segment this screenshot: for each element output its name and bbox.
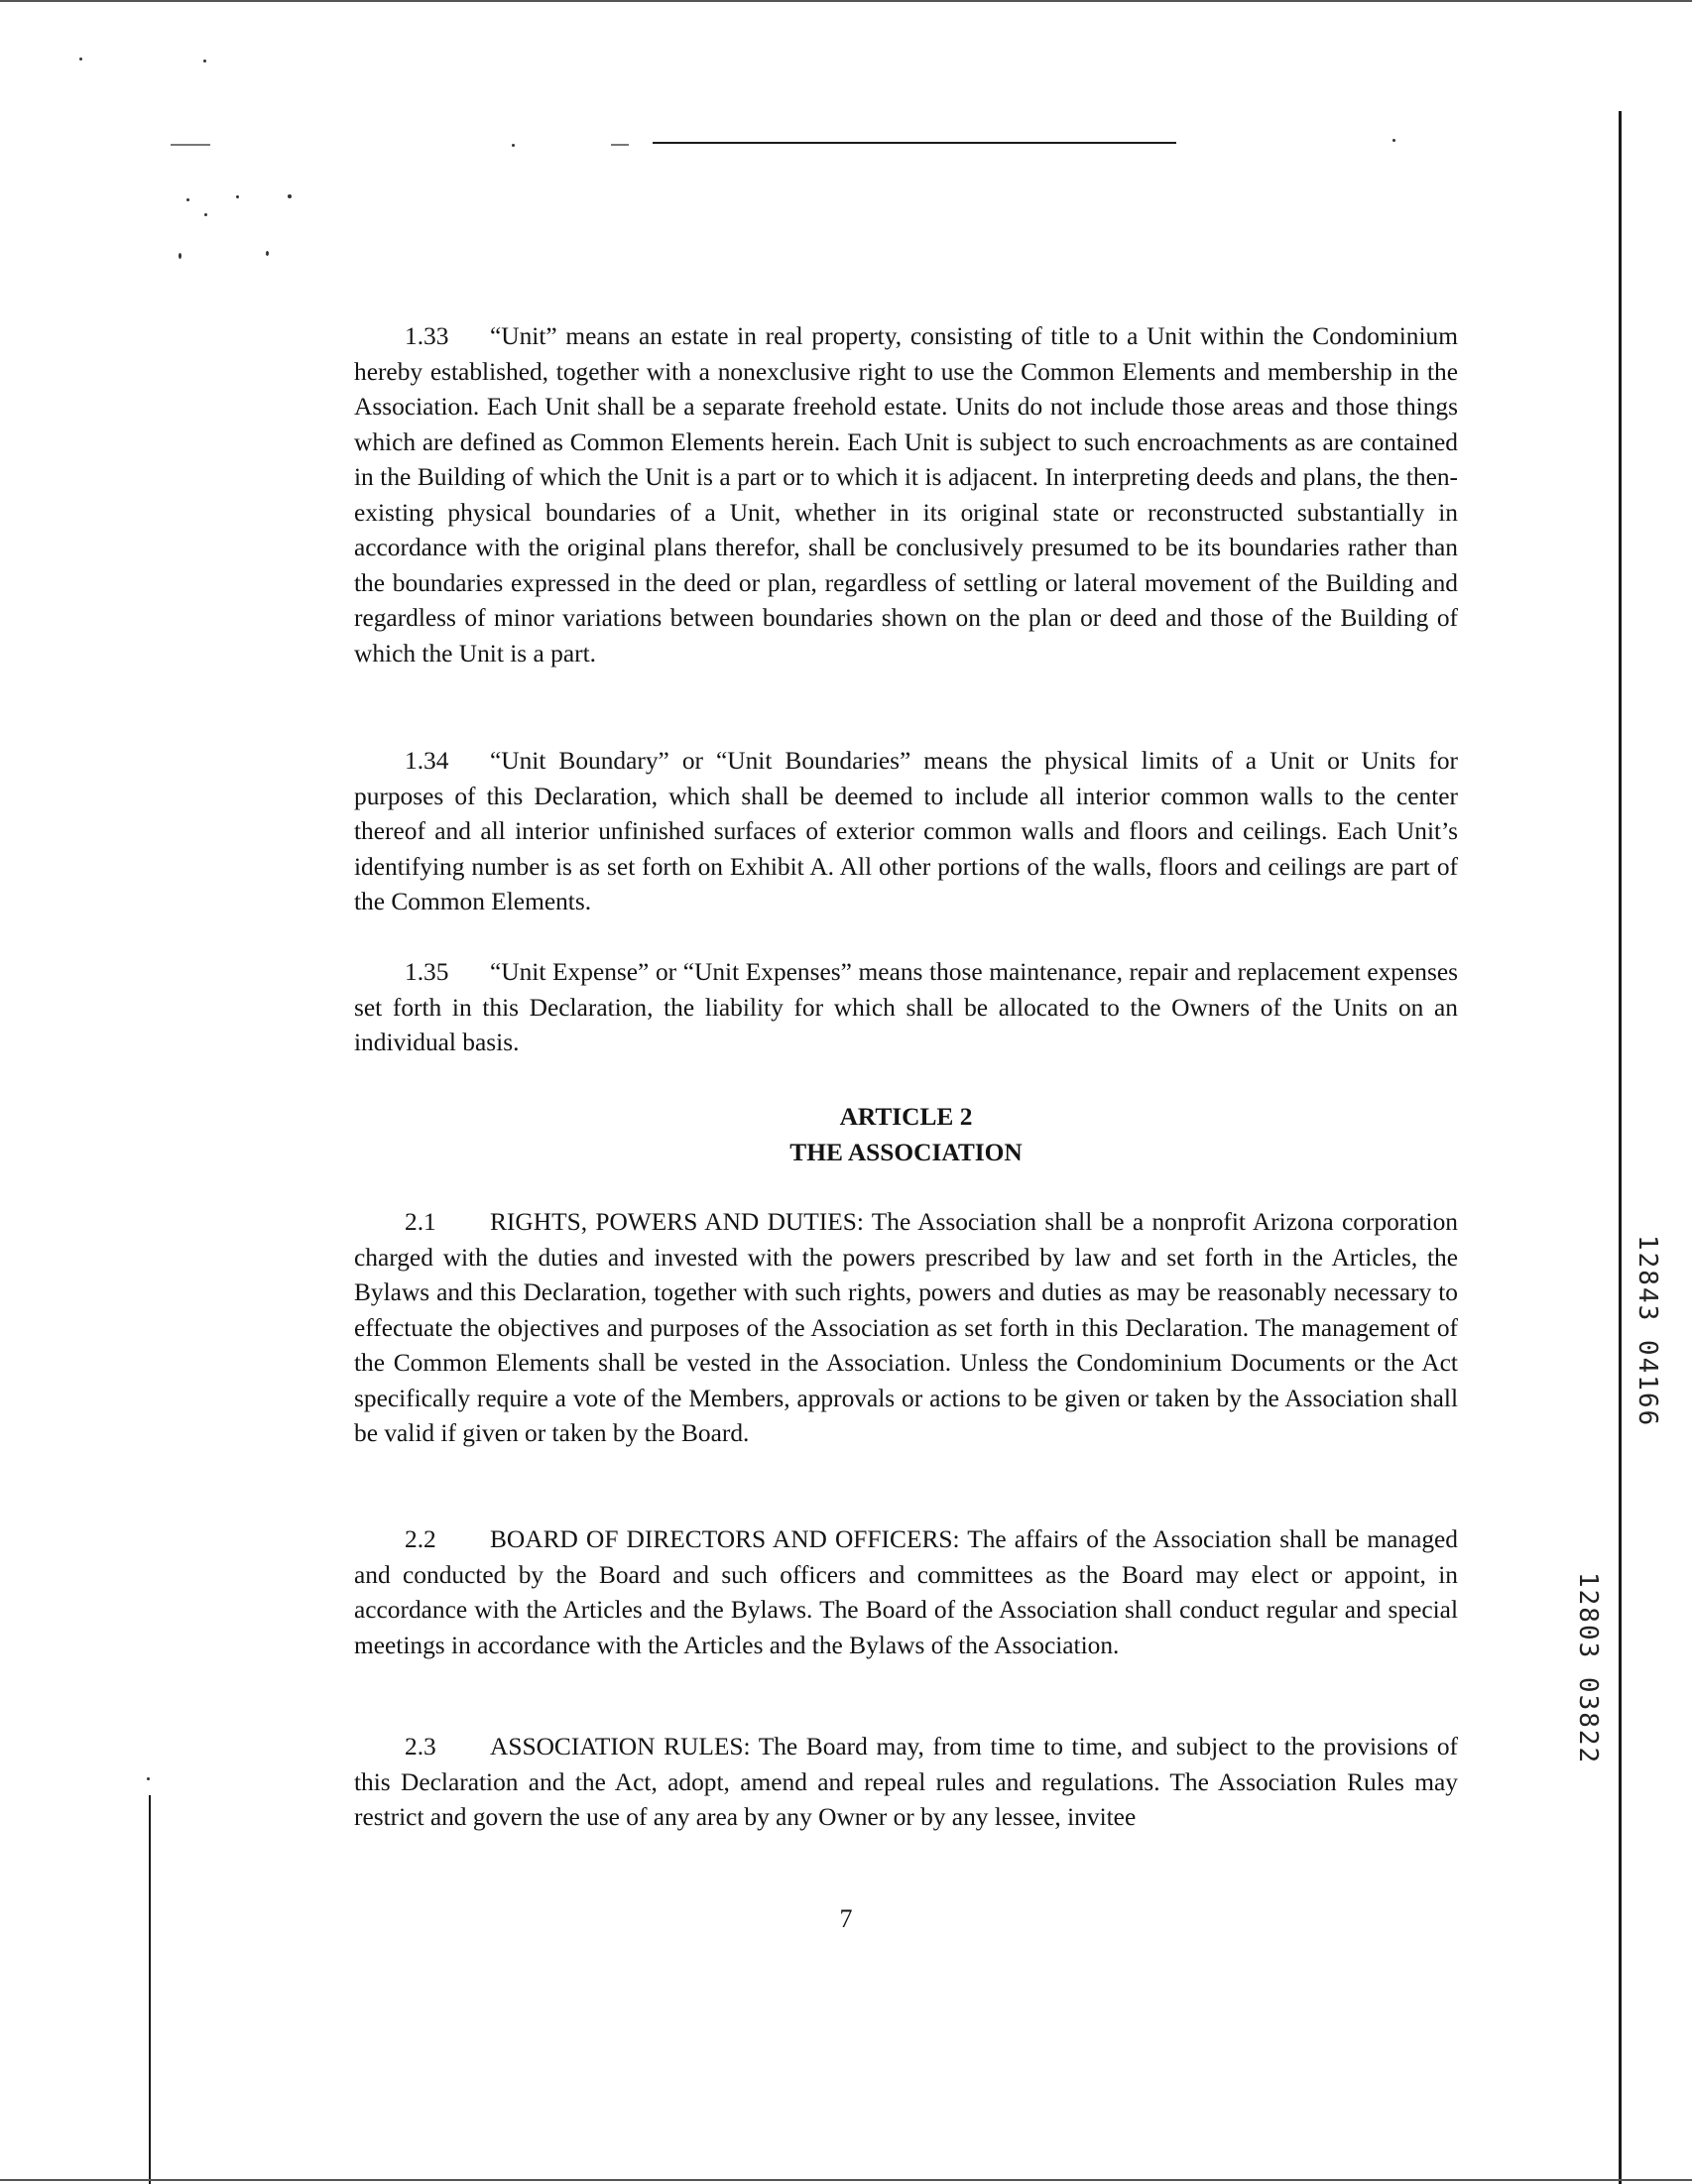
scan-header-rule: [653, 142, 1176, 144]
article-title: THE ASSOCIATION: [789, 1139, 1023, 1166]
section-1-35: [354, 955, 1458, 1061]
section-number: 2.2: [405, 1525, 436, 1553]
page-number: 7: [839, 1904, 853, 1933]
scan-right-edge-line: [1619, 111, 1622, 2184]
scan-speck: [186, 198, 189, 201]
scan-speck: [79, 58, 82, 61]
section-text: “Unit” means an estate in real property, consisting of title to a Unit within the Condominium hereby established, together with a nonexclusive right to use the Common Elements and membership in the Association. Each Unit shall be a separate freehold estate. Units do not include those areas and those things which are defined as Common Elements herein. Each Unit is subject to such encroachments as are contained in the Building of which the Unit is a part or to which it is adjacent. In interpreting deeds and plans, the then-existing physical boundaries of a Unit, whether in its original state or reconstructed substantially in accordance with the original plans therefor, shall be conclusively presumed to be its boundaries rather than the boundaries expressed in the deed or plan, regardless of settling or lateral movement of the Building and regardless of minor variations between boundaries shown on the plan or deed and those of the Building of which the Unit is a part.: [354, 322, 1458, 667]
scan-speck: [1392, 139, 1395, 142]
section-2-3: [354, 1730, 1458, 1836]
recording-stamp-2: 12803 03822: [1573, 1572, 1603, 1765]
section-number: 1.33: [405, 322, 449, 350]
scan-speck: [236, 195, 239, 198]
section-2-1: [354, 1205, 1458, 1452]
section-number: 2.1: [405, 1208, 436, 1236]
section-number: 2.3: [405, 1733, 436, 1760]
scan-speck: [147, 1777, 150, 1780]
scan-bottom-edge-line: [0, 2179, 1692, 2181]
section-1-34: [354, 744, 1458, 920]
scan-header-dash-mid: [611, 144, 629, 146]
section-2-2: [354, 1522, 1458, 1663]
scan-left-edge-line: [149, 1795, 151, 2184]
scan-speck: [512, 144, 515, 147]
section-text: “Unit Boundary” or “Unit Boundaries” means the physical limits of a Unit or Units for purposes of this Declaration, which shall be deemed to include all interior common walls to the center thereof and all interior unfinished surfaces of exterior common walls and floors and ceilings. Each Unit’s identifying number is as set forth on Exhibit A. All other portions of the walls, floors and ceilings are part of the Common Elements.: [354, 747, 1458, 915]
section-text: ASSOCIATION RULES: The Board may, from time to time, and subject to the provisions of this Declaration and the Act, adopt, amend and repeal rules and regulations. The Association Rules may restrict and govern the use of any area by any Owner or by any lessee, invitee: [354, 1733, 1458, 1831]
section-text: “Unit Expense” or “Unit Expenses” means those maintenance, repair and replacement expenses set forth in this Declaration, the liability for which shall be allocated to the Owners of the Units on an individual basis.: [354, 958, 1458, 1056]
article-heading: [354, 1099, 1458, 1170]
scan-speck: [204, 213, 207, 216]
article-number: ARTICLE 2: [839, 1103, 973, 1131]
scan-top-edge-line: [0, 0, 1692, 2]
section-number: 1.34: [405, 747, 449, 775]
scan-header-dash-left: [171, 144, 210, 146]
section-1-33: [354, 319, 1458, 671]
recording-stamp-1: 12843 04166: [1632, 1235, 1662, 1428]
section-text: RIGHTS, POWERS AND DUTIES: The Association shall be a nonprofit Arizona corporation charged with the duties and invested with the powers prescribed by law and set forth in the Articles, the Bylaws and this Declaration, together with such rights, powers and duties as may be reasonably necessary to effectuate the objectives and purposes of the Association as set forth in this Declaration. The management of the Common Elements shall be vested in the Association. Unless the Condominium Documents or the Act specifically require a vote of the Members, approvals or actions to be given or taken by the Association shall be valid if given or taken by the Board.: [354, 1208, 1458, 1447]
section-text: BOARD OF DIRECTORS AND OFFICERS: The affairs of the Association shall be managed and conducted by the Board and such officers and committees as the Board may elect or appoint, in accordance with the Articles and the Bylaws. The Board of the Association shall conduct regular and special meetings in accordance with the Articles and the Bylaws of the Association.: [354, 1525, 1458, 1659]
scan-speck: [203, 60, 206, 62]
section-number: 1.35: [405, 958, 449, 986]
scan-speck: [266, 251, 269, 256]
scan-speck: [179, 253, 181, 259]
scan-speck: [288, 194, 292, 198]
